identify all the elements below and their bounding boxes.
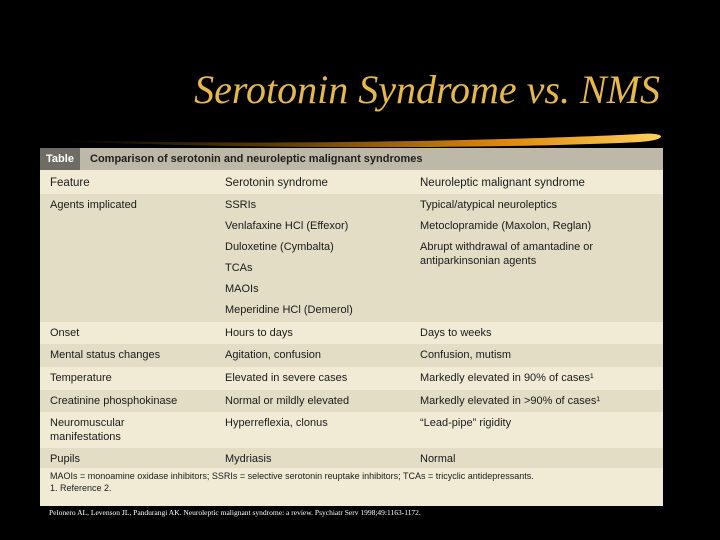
table-row-agents	[40, 194, 663, 322]
citation-reference: Pelonero AL, Levenson JL, Pandurangi AK. Neuroleptic malignant syndrome: a review. Psychiatr Serv 1998;49:1163-1172.	[49, 508, 421, 517]
cell-line: Duloxetine (Cymbalta)	[225, 241, 334, 253]
cell-nms	[420, 198, 655, 268]
cell-nms: “Lead-pipe” rigidity	[420, 417, 512, 429]
cell-line: Typical/atypical neuroleptics	[420, 199, 557, 211]
table-header-row	[40, 172, 663, 194]
cell-serotonin	[225, 198, 415, 317]
table-row-cpk	[40, 390, 663, 412]
footnote-line: 1. Reference 2.	[50, 483, 112, 493]
title-swoosh-decoration	[0, 110, 720, 150]
table-footnote	[50, 470, 650, 494]
table-row-onset	[40, 322, 663, 344]
cell-nms: Days to weeks	[420, 327, 492, 339]
cell-line: Meperidine HCl (Demerol)	[225, 304, 353, 316]
cell-serotonin: Hours to days	[225, 327, 293, 339]
table-header-bar	[40, 148, 663, 170]
cell-line: Neuromuscular	[50, 417, 125, 429]
slide-title: Serotonin Syndrome vs. NMS	[194, 67, 660, 112]
cell-serotonin: Mydriasis	[225, 453, 272, 465]
cell-feature: Onset	[50, 327, 80, 339]
cell-line: MAOIs	[225, 283, 259, 295]
cell-line: SSRIs	[225, 199, 257, 211]
cell-line: Venlafaxine HCl (Effexor)	[225, 220, 349, 232]
cell-nms: Normal	[420, 453, 456, 465]
cell-nms: Confusion, mutism	[420, 349, 512, 361]
header-feature: Feature	[50, 177, 90, 189]
footnote-line: MAOIs = monoamine oxidase inhibitors; SSRIs = selective serotonin reuptake inhibitors; TCAs = tricyclic antidepressants.	[50, 471, 534, 481]
cell-line: Agents implicated	[50, 199, 137, 211]
comparison-table	[40, 148, 663, 506]
cell-line: antiparkinsonian agents	[420, 255, 537, 267]
header-serotonin: Serotonin syndrome	[225, 177, 328, 189]
table-row-pupils	[40, 448, 663, 468]
table-caption: Comparison of serotonin and neuroleptic malignant syndromes	[90, 153, 423, 165]
cell-serotonin: Elevated in severe cases	[225, 372, 348, 384]
cell-serotonin: Agitation, confusion	[225, 349, 322, 361]
cell-feature	[50, 198, 220, 212]
cell-feature	[50, 416, 220, 444]
table-row-temperature	[40, 367, 663, 390]
cell-feature: Creatinine phosphokinase	[50, 395, 178, 407]
cell-feature: Mental status changes	[50, 349, 161, 361]
cell-serotonin: Hyperreflexia, clonus	[225, 417, 328, 429]
cell-line: manifestations	[50, 431, 121, 443]
cell-nms: Markedly elevated in 90% of cases¹	[420, 372, 594, 384]
header-nms: Neuroleptic malignant syndrome	[420, 177, 585, 189]
cell-line: Metoclopramide (Maxolon, Reglan)	[420, 220, 592, 232]
table-row-mental-status	[40, 344, 663, 367]
cell-serotonin: Normal or mildly elevated	[225, 395, 350, 407]
cell-feature: Pupils	[50, 453, 80, 465]
table-row-neuromuscular	[40, 412, 663, 448]
cell-feature: Temperature	[50, 372, 112, 384]
table-tag: Table	[40, 148, 80, 170]
cell-nms: Markedly elevated in >90% of cases¹	[420, 395, 601, 407]
cell-line: Abrupt withdrawal of amantadine or	[420, 241, 594, 253]
cell-line: TCAs	[225, 262, 253, 274]
